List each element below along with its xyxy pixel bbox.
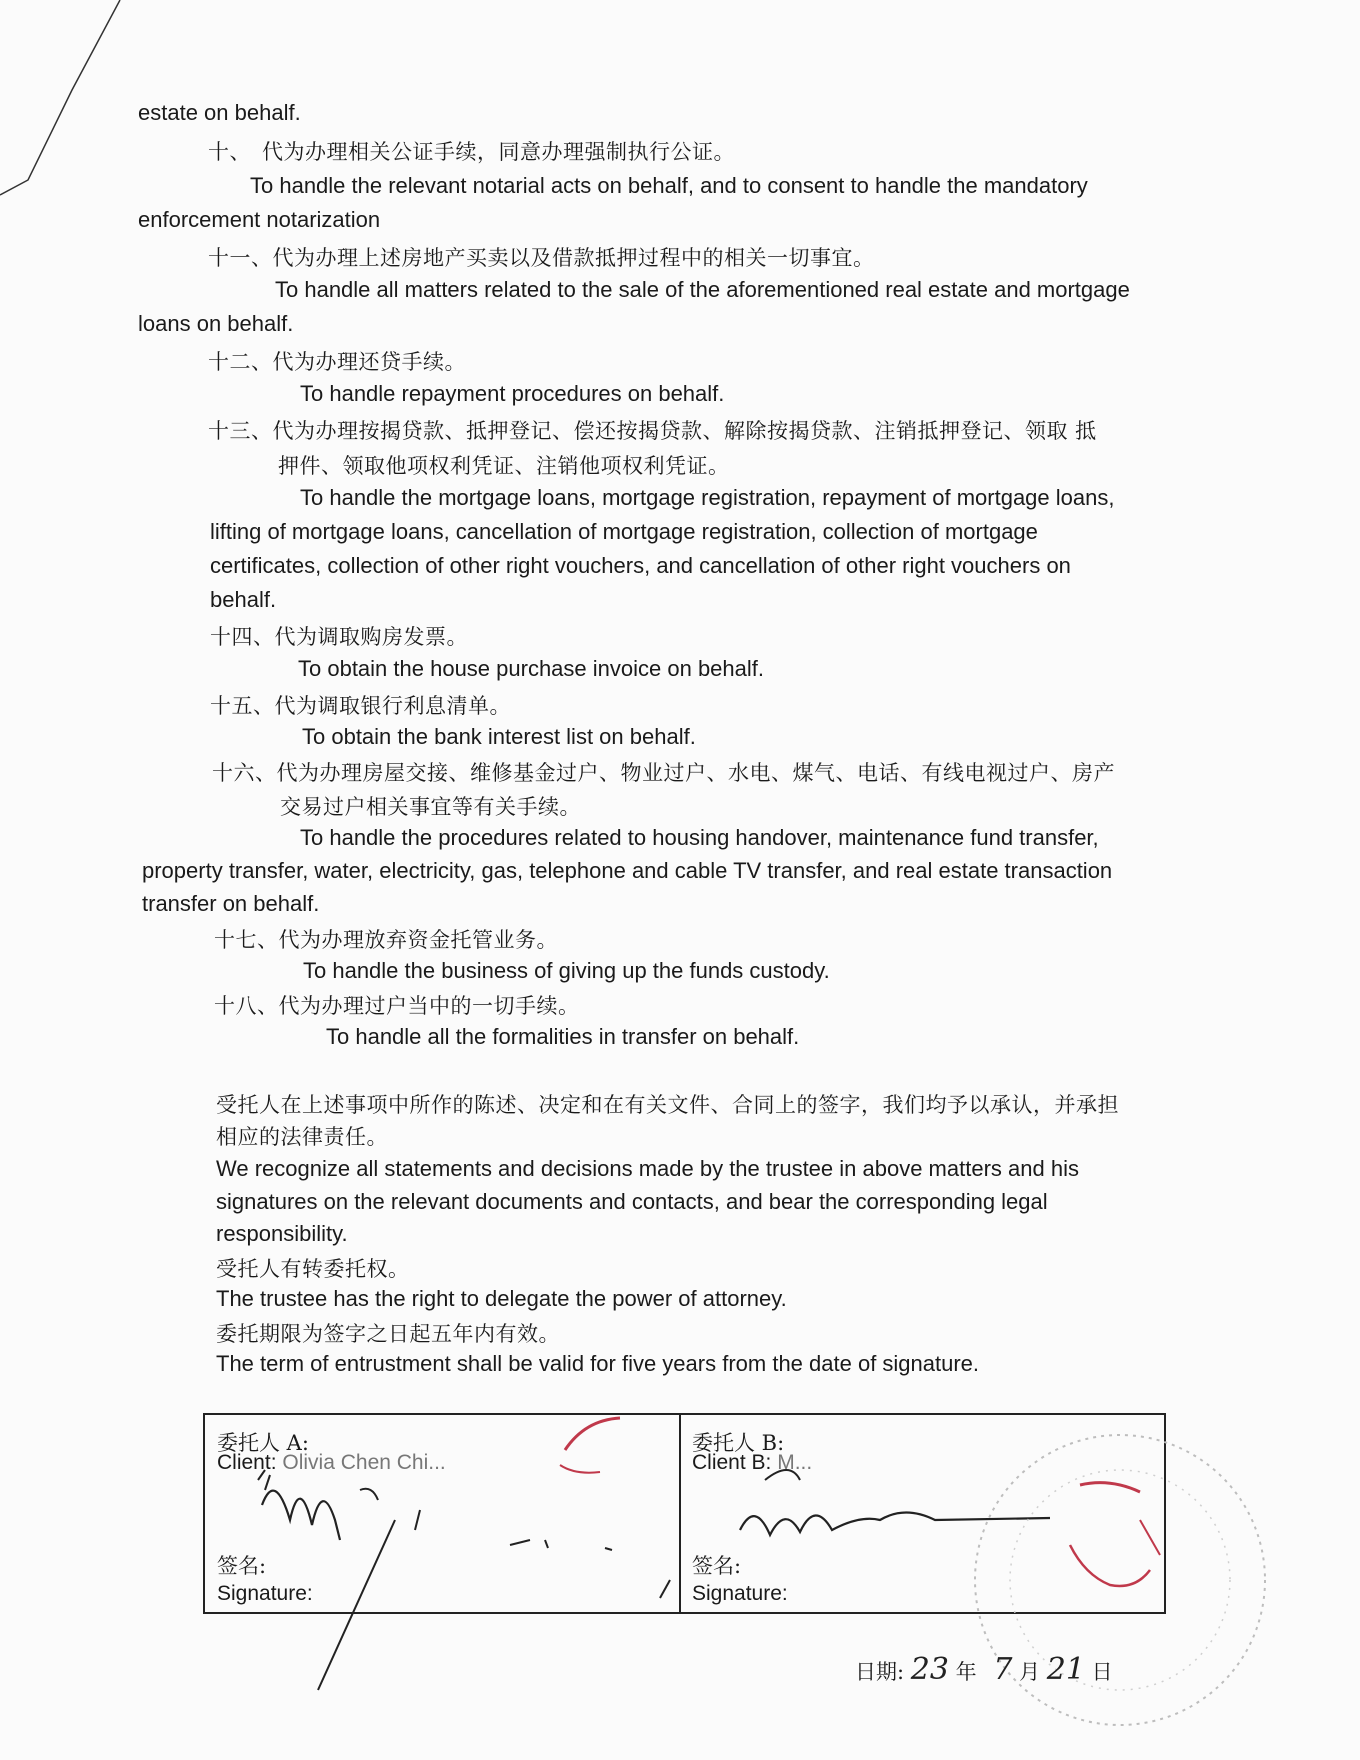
item-10-zh: 十、 代为办理相关公证手续，同意办理强制执行公证。 xyxy=(208,140,735,164)
item-15-zh: 十五、代为调取银行利息清单。 xyxy=(210,694,511,718)
item-10-en-line1: To handle the relevant notarial acts on behalf, and to consent to handle the mandatory xyxy=(250,173,1088,198)
client-a-label: 委托人 A: xyxy=(217,1431,309,1455)
client-b-sign-en: Signature: xyxy=(692,1582,788,1605)
item-17-en: To handle the business of giving up the funds custody. xyxy=(303,958,830,983)
client-b-client-value: M... xyxy=(777,1451,813,1474)
continuation-text: estate on behalf. xyxy=(138,100,301,125)
date-month: 7 xyxy=(993,1652,1013,1687)
date-line xyxy=(855,1652,1113,1687)
closing-en-line1: We recognize all statements and decisions made by the trustee in above matters and his xyxy=(216,1156,1079,1181)
item-14-zh: 十四、代为调取购房发票。 xyxy=(210,625,468,649)
item-14-en: To obtain the house purchase invoice on behalf. xyxy=(298,656,764,681)
item-13-en-line4: behalf. xyxy=(210,587,277,612)
closing-en-line2: signatures on the relevant documents and contacts, and bear the corresponding legal xyxy=(216,1189,1048,1214)
client-a-sign-zh: 签名: xyxy=(217,1554,267,1578)
closing-zh-line2: 相应的法律责任。 xyxy=(216,1125,388,1149)
client-a-sign-en: Signature: xyxy=(217,1582,313,1605)
item-16-en-line1: To handle the procedures related to housing handover, maintenance fund transfer, xyxy=(300,825,1099,850)
item-13-en-line3: certificates, collection of other right vouchers, and cancellation of other right vouchers on xyxy=(210,553,1071,578)
closing-zh-line1: 受托人在上述事项中所作的陈述、决定和在有关文件、合同上的签字，我们均予以承认，并承担 xyxy=(216,1093,1119,1117)
delegation-zh: 受托人有转委托权。 xyxy=(216,1257,410,1281)
client-a-client-value: Olivia Chen Chi... xyxy=(282,1451,446,1474)
item-16-en-line2: property transfer, water, electricity, gas, telephone and cable TV transfer, and real estate transaction xyxy=(142,858,1113,883)
date-month-unit: 月 xyxy=(1019,1660,1041,1684)
item-16-zh-line2: 交易过户相关事宜等有关手续。 xyxy=(280,795,581,819)
client-b-sign-zh: 签名: xyxy=(692,1554,742,1578)
item-16-en-line3: transfer on behalf. xyxy=(142,891,320,916)
item-12-en: To handle repayment procedures on behalf. xyxy=(300,381,725,406)
client-b-client-label: Client B: xyxy=(692,1451,772,1474)
date-year-unit: 年 xyxy=(955,1660,977,1684)
item-13-zh-line1: 十三、代为办理按揭贷款、抵押登记、偿还按揭贷款、解除按揭贷款、注销抵押登记、领取 抵 xyxy=(208,419,1097,443)
date-day-unit: 日 xyxy=(1091,1660,1113,1684)
closing-en-line3: responsibility. xyxy=(216,1221,348,1246)
item-17-zh: 十七、代为办理放弃资金托管业务。 xyxy=(214,928,558,952)
item-18-en: To handle all the formalities in transfer on behalf. xyxy=(326,1024,800,1049)
item-11-zh: 十一、代为办理上述房地产买卖以及借款抵押过程中的相关一切事宜。 xyxy=(208,246,875,270)
item-10-en-line2: enforcement notarization xyxy=(138,207,381,232)
item-13-en-line1: To handle the mortgage loans, mortgage registration, repayment of mortgage loans, xyxy=(300,485,1115,510)
client-a-client-label: Client: xyxy=(217,1451,277,1474)
client-b-label: 委托人 B: xyxy=(692,1431,785,1455)
item-12-zh: 十二、代为办理还贷手续。 xyxy=(208,350,466,374)
item-13-en-line2: lifting of mortgage loans, cancellation of mortgage registration, collection of mortgage xyxy=(210,519,1038,544)
date-label: 日期: xyxy=(855,1660,905,1684)
item-11-en-line1: To handle all matters related to the sale of the aforementioned real estate and mortgage xyxy=(275,277,1130,302)
item-13-zh-line2: 押件、领取他项权利凭证、注销他项权利凭证。 xyxy=(278,454,730,478)
item-16-zh-line1: 十六、代为办理房屋交接、维修基金过户、物业过户、水电、煤气、电话、有线电视过户、房产 xyxy=(212,761,1115,785)
term-en: The term of entrustment shall be valid for five years from the date of signature. xyxy=(216,1351,980,1376)
date-day: 21 xyxy=(1046,1652,1085,1687)
delegation-en: The trustee has the right to delegate the power of attorney. xyxy=(216,1286,787,1311)
item-18-zh: 十八、代为办理过户当中的一切手续。 xyxy=(214,994,580,1018)
item-11-en-line2: loans on behalf. xyxy=(138,311,294,336)
date-year: 23 xyxy=(910,1652,949,1687)
term-zh: 委托期限为签字之日起五年内有效。 xyxy=(216,1322,560,1346)
item-15-en: To obtain the bank interest list on behalf. xyxy=(302,724,696,749)
